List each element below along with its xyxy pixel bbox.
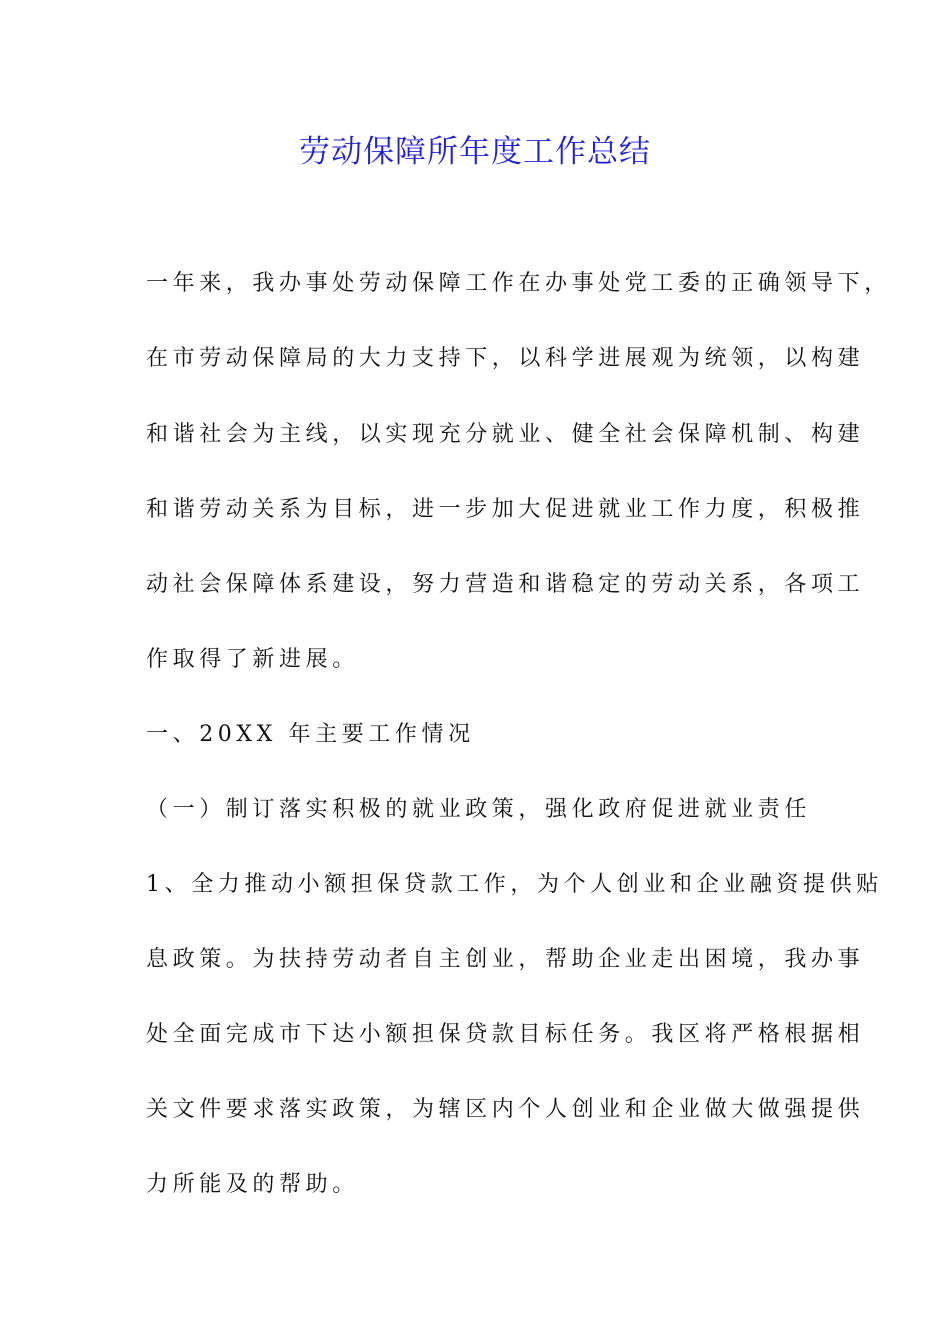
paragraph-line-3: 和谐社会为主线，以实现充分就业、健全社会保障机制、构建 xyxy=(146,422,865,447)
paragraph-line-9: 1、全力推动小额担保贷款工作，为个人创业和企业融资提供贴 xyxy=(146,872,883,897)
paragraph-line-13: 力所能及的帮助。 xyxy=(146,1172,359,1197)
section-heading: 一、20XX 年主要工作情况 xyxy=(146,722,475,747)
paragraph-line-4: 和谐劳动关系为目标，进一步加大促进就业工作力度，积极推 xyxy=(146,497,865,522)
paragraph-line-10: 息政策。为扶持劳动者自主创业，帮助企业走出困境，我办事 xyxy=(146,947,865,972)
document-title: 劳动保障所年度工作总结 xyxy=(299,134,651,170)
paragraph-line-5: 动社会保障体系建设，努力营造和谐稳定的劳动关系，各项工 xyxy=(146,572,865,597)
paragraph-line-2: 在市劳动保障局的大力支持下，以科学进展观为统领，以构建 xyxy=(146,346,865,371)
paragraph-line-1: 一年来，我办事处劳动保障工作在办事处党工委的正确领导下， xyxy=(146,271,891,296)
subsection-heading: （一）制订落实积极的就业政策，强化政府促进就业责任 xyxy=(146,797,812,822)
paragraph-line-6: 作取得了新进展。 xyxy=(146,647,359,672)
paragraph-line-11: 处全面完成市下达小额担保贷款目标任务。我区将严格根据相 xyxy=(146,1022,865,1047)
paragraph-line-12: 关文件要求落实政策，为辖区内个人创业和企业做大做强提供 xyxy=(146,1097,865,1122)
